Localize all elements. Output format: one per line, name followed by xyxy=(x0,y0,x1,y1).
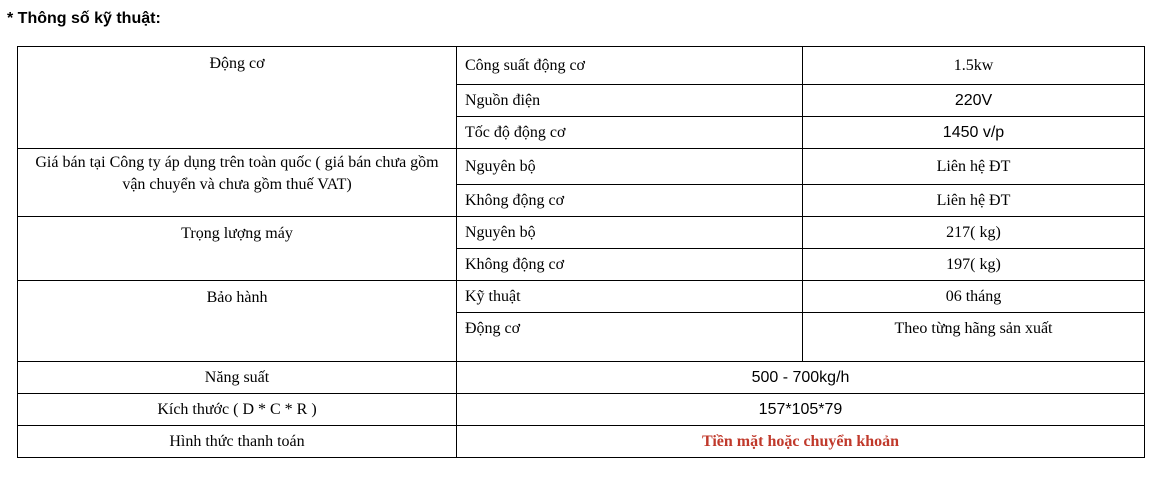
spec-label: Kỹ thuật xyxy=(457,281,803,313)
spec-value: 500 - 700kg/h xyxy=(457,362,1145,394)
table-row xyxy=(18,217,1145,249)
spec-value: 06 tháng xyxy=(803,281,1145,313)
spec-label: Công suất động cơ xyxy=(457,47,803,85)
payment-method-value: Tiền mặt hoặc chuyển khoản xyxy=(457,426,1145,458)
spec-label: Động cơ xyxy=(457,313,803,362)
table-row xyxy=(18,362,1145,394)
spec-value: 157*105*79 xyxy=(457,394,1145,426)
spec-table xyxy=(17,46,1145,458)
spec-label: Nguồn điện xyxy=(457,85,803,117)
section-heading: * Thông số kỹ thuật: xyxy=(7,10,161,27)
table-row xyxy=(18,426,1145,458)
spec-group-weight: Trọng lượng máy xyxy=(18,217,457,281)
spec-value: 217( kg) xyxy=(803,217,1145,249)
spec-value: 1450 v/p xyxy=(803,117,1145,149)
spec-label: Tốc độ động cơ xyxy=(457,117,803,149)
spec-group-warranty: Bảo hành xyxy=(18,281,457,362)
spec-value: Liên hệ ĐT xyxy=(803,149,1145,185)
spec-value: 220V xyxy=(803,85,1145,117)
table-row xyxy=(18,394,1145,426)
table-row xyxy=(18,281,1145,313)
spec-value: Theo từng hãng sản xuất xyxy=(803,313,1145,362)
table-row xyxy=(18,47,1145,85)
spec-label: Không động cơ xyxy=(457,185,803,217)
spec-label: Nguyên bộ xyxy=(457,217,803,249)
spec-label: Năng suất xyxy=(18,362,457,394)
spec-value: Liên hệ ĐT xyxy=(803,185,1145,217)
spec-value: 1.5kw xyxy=(803,47,1145,85)
spec-label: Kích thước ( D * C * R ) xyxy=(18,394,457,426)
spec-label: Nguyên bộ xyxy=(457,149,803,185)
spec-group-engine: Động cơ xyxy=(18,47,457,149)
table-row xyxy=(18,149,1145,185)
spec-group-price: Giá bán tại Công ty áp dụng trên toàn quốc ( giá bán chưa gồm vận chuyển và chưa gồm thuế VAT) xyxy=(18,149,457,217)
spec-label: Hình thức thanh toán xyxy=(18,426,457,458)
spec-label: Không động cơ xyxy=(457,249,803,281)
spec-value: 197( kg) xyxy=(803,249,1145,281)
